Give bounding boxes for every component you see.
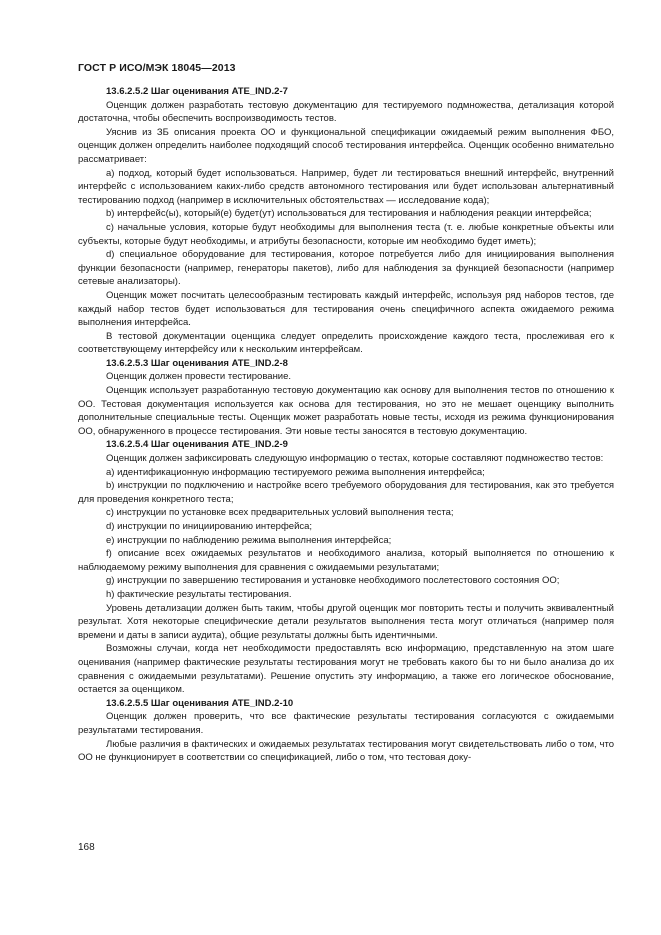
- paragraph: b) инструкции по подключению и настройке всего требуемого оборудования для тестирования, как это требуется для проведения конкретного теста;: [78, 480, 614, 505]
- section-heading: 13.6.2.5.2 Шаг оценивания ATE_IND.2-7: [106, 86, 288, 97]
- paragraph: c) начальные условия, которые будут необходимы для выполнения теста (т. е. любые конкретные объекты или субъекты, которые будут необходимы, и атрибуты безопасности, которые им необходимо будет иметь);: [78, 221, 614, 247]
- paragraph: h) фактические результаты тестирования.: [106, 588, 292, 600]
- section-heading: 13.6.2.5.3 Шаг оценивания ATE_IND.2-8: [106, 357, 288, 369]
- paragraph: d) инструкции по инициированию интерфейса;: [106, 521, 313, 532]
- paragraph: d) специальное оборудование для тестирования, которое потребуется либо для инициирования выполнения функции безопасности (например, генераторы пакетов), либо для наблюдения за функцией безопасности (например сетевые анализаторы).: [78, 249, 614, 288]
- paragraph: Уяснив из ЗБ описания проекта ОО и функциональной спецификации ожидаемый режим выполнения ФБО, оценщик должен определить наиболее подходящий способ тестирования интерфейса. Оценщик особенно внимательно рассматривает:: [78, 126, 614, 165]
- document-header: ГОСТ Р ИСО/МЭК 18045—2013: [78, 62, 236, 74]
- paragraph: Любые различия в фактических и ожидаемых результатах тестирования могут свидетельствовать либо о том, что ОО не функционирует в соответствии со спецификацией, либо о том, что тестовая доку-: [78, 738, 614, 764]
- paragraph: b) интерфейс(ы), который(е) будет(ут) использоваться для тестирования и наблюдения реакции интерфейса;: [106, 208, 592, 220]
- paragraph: g) инструкции по завершению тестирования и установке необходимого послетестового состояния ОО;: [106, 575, 560, 587]
- paragraph: a) подход, который будет использоваться. Например, будет ли тестироваться внешний интерфейс, внутренний интерфейс с использованием каких-либо средств автономного тестирования или будет использован альтернативный тестированию подход (например в исключительных обстоятельствах — исследование кода);: [78, 167, 614, 206]
- paragraph: Оценщик должен проверить, что все фактические результаты тестирования согласуются с ожидаемыми результатами тестирования.: [78, 711, 614, 736]
- document-body: [78, 85, 614, 765]
- paragraph: В тестовой документации оценщика следует определить происхождение каждого теста, прослеживая его к соответствующему интерфейсу или к нескольким интерфейсам.: [78, 330, 614, 356]
- paragraph: Оценщик должен провести тестирование.: [106, 371, 292, 383]
- section-heading: 13.6.2.5.5 Шаг оценивания ATE_IND.2-10: [106, 697, 294, 709]
- paragraph: Возможны случаи, когда нет необходимости предоставлять всю информацию, представленную на этом шаге оценивания (например фактические результаты тестирования могут не требовать какого бы то ни было анализа до их сравнения с ожидаемыми результатами). Решение опустить эту информацию, а также его логическое обоснование, остается за оценщиком.: [78, 643, 614, 696]
- paragraph: e) инструкции по наблюдению режима выполнения интерфейса;: [106, 534, 392, 546]
- section-heading: 13.6.2.5.4 Шаг оценивания ATE_IND.2-9: [106, 439, 288, 451]
- paragraph: c) инструкции по установке всех предварительных условий выполнения теста;: [106, 507, 454, 519]
- paragraph: a) идентификационную информацию тестируемого режима выполнения интерфейса;: [106, 466, 485, 478]
- paragraph: Оценщик может посчитать целесообразным тестировать каждый интерфейс, используя ряд наборов тестов, где каждый набор тестов будет использоваться для тестирования очень специфичного аспекта ожидаемого режима выполнения интерфейса.: [78, 289, 614, 329]
- paragraph: Уровень детализации должен быть таким, чтобы другой оценщик мог повторить тесты и получить эквивалентный результат. Хотя некоторые специфические детали результатов выполнения теста могут отличаться (например поля времени и даты в записи аудита), общие результаты должны быть идентичными.: [78, 602, 614, 641]
- paragraph: Оценщик должен зафиксировать следующую информацию о тестах, которые составляют подмножество тестов:: [106, 453, 604, 465]
- page-number: 168: [78, 842, 95, 853]
- paragraph: f) описание всех ожидаемых результатов и необходимого анализа, который выполняется по отношению к наблюдаемому режиму выполнения для сравнения с ожидаемыми результатами;: [78, 548, 614, 573]
- paragraph: Оценщик должен разработать тестовую документацию для тестируемого подмножества, детализация которой достаточна, чтобы обеспечить воспроизводимость тестов.: [78, 99, 614, 125]
- paragraph: Оценщик использует разработанную тестовую документацию как основу для выполнения тестов по отношению к ОО. Тестовая документация используется как основа для тестирования, но это не мешает оценщику выполнить дополнительные специальные тесты. Оценщик может разработать новые тесты, исходя из режима функционирования ОО, обнаруженного в процессе тестирования. Эти новые тесты заносятся в тестовую документацию.: [78, 385, 614, 437]
